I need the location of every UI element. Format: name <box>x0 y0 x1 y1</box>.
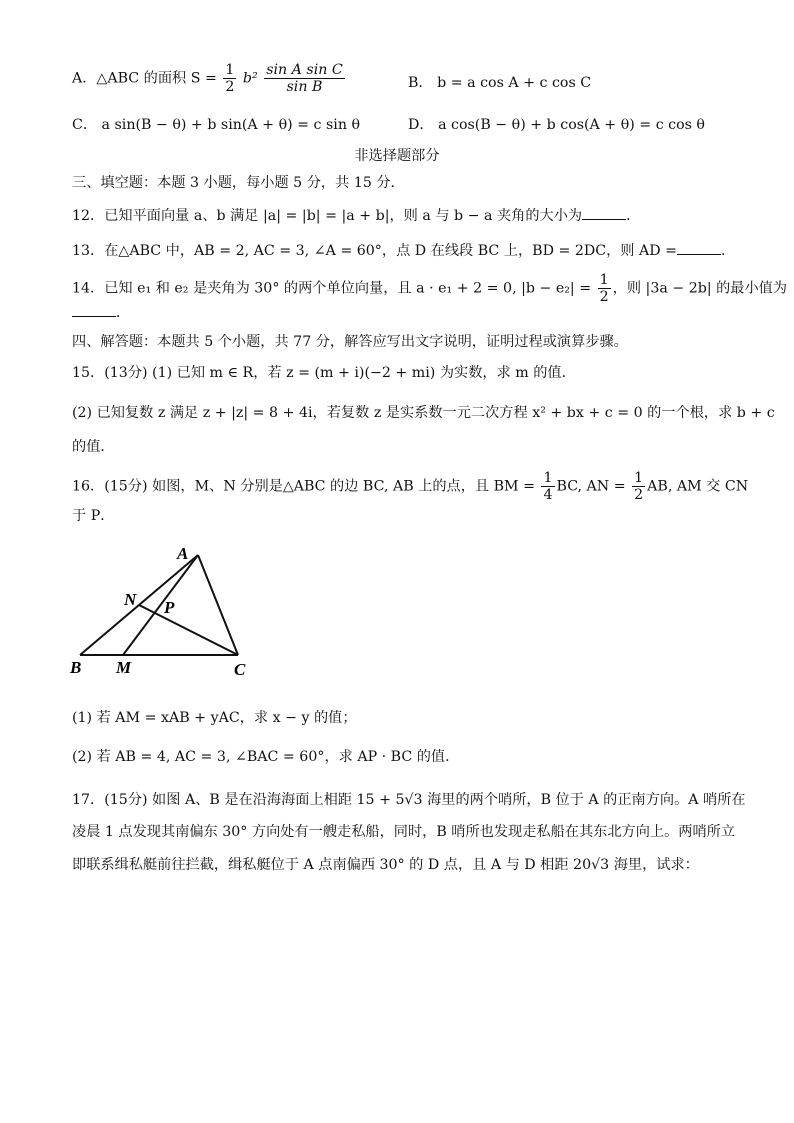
question-13: 13．在△ABC 中，AB = 2, AC = 3, ∠A = 60°，点 D 在线段 BC 上，BD = 2DC，则 AD = ． <box>72 240 734 261</box>
question-12: 12．已知平面向量 a、b 满足 |a| = |b| = |a + b|，则 a 与 b − a 夹角的大小为 ． <box>72 205 734 226</box>
answer-blank <box>677 240 721 255</box>
label-n: N <box>124 590 137 609</box>
option-b: B． b = a cos A + c cos C <box>408 75 592 91</box>
label-a: A <box>177 544 189 563</box>
q16-fraction-1: $\frac{1}{4}$ <box>543 470 553 503</box>
q14-fraction: $\frac{1}{2}$ <box>599 272 609 305</box>
question-14-blank-line: ． <box>72 302 734 323</box>
question-15-part2-end: 的值． <box>72 439 115 455</box>
triangle-figure <box>66 540 266 680</box>
question-15-part1: 15．(13分) (1) 已知 m ∈ R，若 z = (m + i)(−2 + mi) 为实数，求 m 的值． <box>72 365 576 381</box>
label-c: C <box>234 660 246 679</box>
question-14: 14．已知 e₁ 和 e₂ 是夹角为 30° 的两个单位向量，且 a · e₁ + 2 = 0, |b − e₂| = $\frac{1}{2}$ ，则 |3a − 2b| 的最小值为 <box>72 272 788 305</box>
side-ac <box>198 555 238 655</box>
part4-heading: 四、解答题：本题共 5 个小题，共 77 分，解答应写出文字说明，证明过程或演算步骤。 <box>72 334 628 350</box>
label-p: P <box>164 598 175 617</box>
answer-blank <box>72 302 116 317</box>
part3-heading: 三、填空题：本题 3 小题，每小题 5 分，共 15 分． <box>72 175 405 191</box>
option-a <box>72 62 347 95</box>
option-c: C． a sin(B − θ) + b sin(A + θ) = c sin θ <box>72 117 361 133</box>
label-b: B <box>70 658 82 677</box>
option-a-mid: b² <box>242 70 258 87</box>
answer-blank <box>582 205 626 220</box>
option-d: D． a cos(B − θ) + b cos(A + θ) = c cos θ <box>408 117 705 133</box>
option-a-prefix: A．△ABC 的面积 S = <box>72 70 222 87</box>
q16-fraction-2: $\frac{1}{2}$ <box>634 470 644 503</box>
option-a-fraction-1: $\frac{1}{2}$ <box>225 62 235 95</box>
question-16-part2: (2) 若 AB = 4, AC = 3, ∠BAC = 60°，求 AP · BC 的值． <box>72 749 460 765</box>
question-16: 16．(15分) 如图，M、N 分别是△ABC 的边 BC, AB 上的点，且 BM = $\frac{1}{4}$ BC, AN = $\frac{1}{2}$ AB, AM 交 CN <box>72 470 749 503</box>
question-16-end: 于 P． <box>72 508 115 524</box>
label-m: M <box>116 658 132 677</box>
question-17-line3: 即联系缉私艇前往拦截，缉私艇位于 A 点南偏西 30° 的 D 点，且 A 与 D 相距 20√3 海里，试求： <box>72 857 699 873</box>
question-17-line2: 凌晨 1 点发现其南偏东 30° 方向处有一艘走私船，同时，B 哨所也发现走私船在其东北方向上。两哨所立 <box>72 824 736 840</box>
question-15-part2: (2) 已知复数 z 满足 z + |z| = 8 + 4i，若复数 z 是实系数一元二次方程 x² + bx + c = 0 的一个根，求 b + c <box>72 405 775 421</box>
question-16-part1: (1) 若 AM = xAB + yAC，求 x − y 的值； <box>72 710 357 726</box>
section-title: 非选择题部分 <box>354 148 440 164</box>
question-17-line1: 17．(15分) 如图 A、B 是在沿海海面上相距 15 + 5√3 海里的两个哨所，B 位于 A 的正南方向。A 哨所在 <box>72 792 746 808</box>
option-a-fraction-2: $\frac{\text{sin A sin C}}{\text{sin B}}$ <box>266 62 343 95</box>
